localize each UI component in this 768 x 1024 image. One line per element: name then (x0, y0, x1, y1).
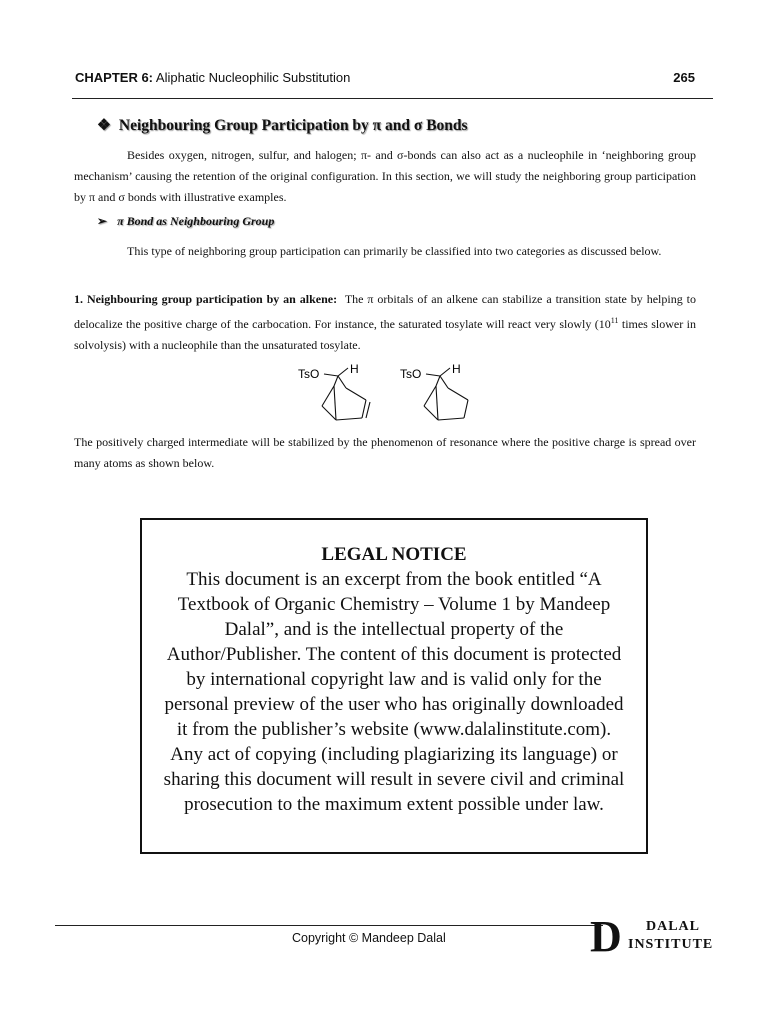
point1-heading: 1. Neighbouring group participation by an alkene: (74, 292, 338, 306)
chapter-header (75, 70, 350, 85)
diamond-bullet-icon: ❖ (97, 117, 111, 134)
tosylate-structures-figure (290, 360, 490, 426)
subsection-paragraph: This type of neighboring group participation can primarily be classified into two categories as discussed below. (127, 244, 662, 258)
right-tso-label: TsO (400, 367, 422, 381)
section-title-text: Neighbouring Group Participation by π and σ Bonds (118, 117, 468, 134)
point1-exponent: 11 (610, 316, 619, 325)
header-divider (72, 98, 713, 99)
legal-notice-body: This document is an excerpt from the book entitled “A Textbook of Organic Chemistry – Volume 1 by Mandeep Dalal”, and is the intellectual property of the Author/Publisher. The content of this document is protected by international copyright law and is valid only for the personal preview of the user who has originally downloaded it from the publisher’s website (www.dalalinstitute.com). Any act of copying (including plagiarizing its language) or sharing this document will result in severe civil and criminal prosecution to the maximum extent possible under law. (163, 569, 625, 815)
point1-text-a: The π orbitals of an alkene can stabilize a transition state by helping to delocalize the positive charge of the carbocation. For instance, the saturated tosylate will react very slowly (10 (74, 292, 697, 331)
logo-line2: INSTITUTE (628, 937, 714, 952)
arrow-bullet-icon: ➢ (97, 214, 108, 228)
left-tso-label: TsO (298, 367, 320, 381)
unsaturated-tosylate-structure (298, 362, 370, 420)
point1-paragraph (74, 289, 696, 356)
left-h-label: H (350, 362, 359, 376)
page-number: 265 (673, 70, 695, 85)
section-title (97, 116, 468, 135)
subsection-title-text: π Bond as Neighbouring Group (117, 214, 275, 228)
logo-letter: D (590, 912, 622, 961)
right-h-label: H (452, 362, 461, 376)
footer-divider (55, 925, 603, 926)
saturated-tosylate-structure (400, 362, 468, 420)
legal-notice-title: LEGAL NOTICE (321, 544, 467, 565)
footer-copyright: Copyright © Mandeep Dalal (292, 931, 446, 945)
subsection-title (97, 214, 274, 229)
point1-text-b: times slower in solvolysis) with a nucleophile than the unsaturated tosylate. (74, 317, 696, 352)
after-figure-paragraph: The positively charged intermediate will be stabilized by the phenomenon of resonance where the positive charge is spread over many atoms as shown below. (74, 435, 696, 470)
logo-line1: DALAL (646, 919, 701, 934)
chapter-title: Aliphatic Nucleophilic Substitution (155, 70, 351, 85)
legal-notice-box (140, 518, 648, 854)
chapter-label: CHAPTER 6: (75, 70, 154, 85)
intro-paragraph: Besides oxygen, nitrogen, sulfur, and halogen; π- and σ-bonds can also act as a nucleophile in ‘neighboring group mechanism’ causing the retention of the original configuration. In this section, we will study the neighboring group participation by π and σ bonds with illustrative examples. (74, 148, 696, 204)
